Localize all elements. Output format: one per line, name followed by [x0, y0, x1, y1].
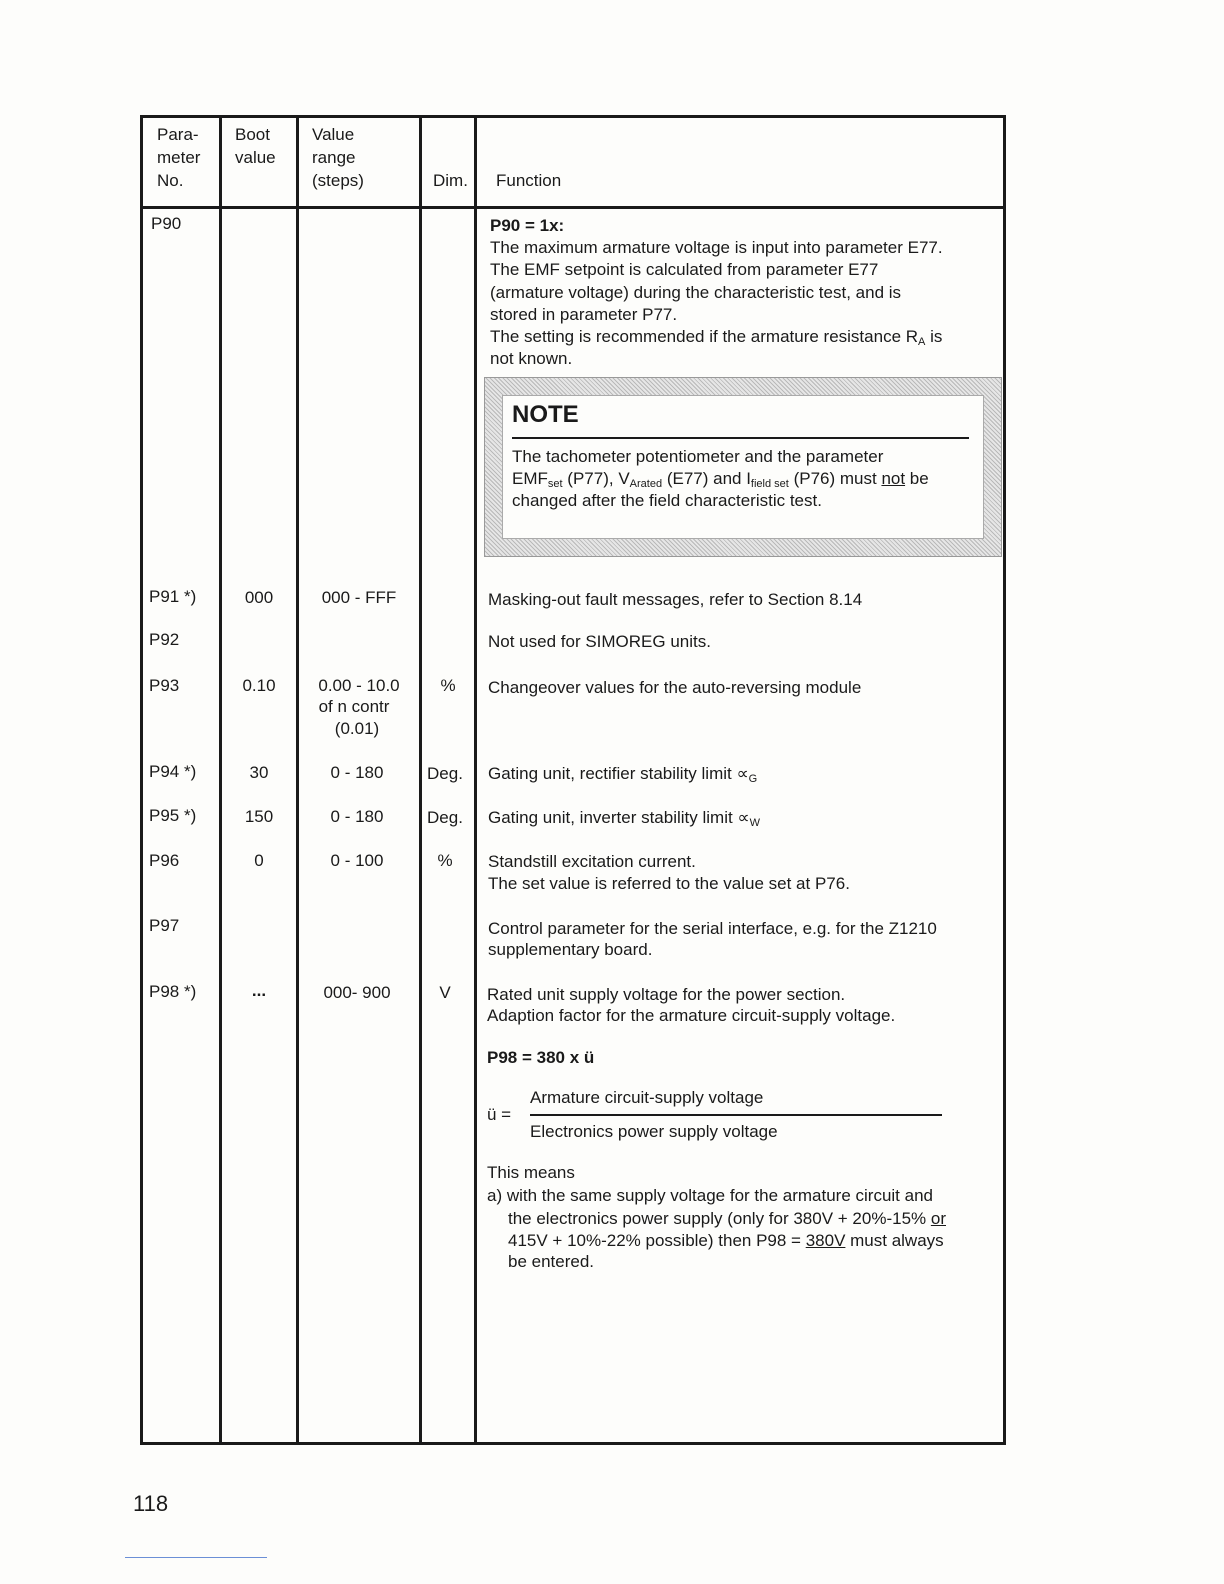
p90-line: stored in parameter P77.: [490, 305, 678, 324]
p91-param: P91 *): [149, 587, 197, 606]
p98-a3-post: must always: [845, 1231, 944, 1250]
p90-ra-line: [490, 326, 942, 348]
p98-dim: V: [439, 983, 451, 1002]
header-range-3: (steps): [312, 171, 364, 190]
p94-range: 0 - 180: [330, 763, 384, 782]
fraction-denominator: Electronics power supply voltage: [530, 1122, 778, 1141]
p90-ra-text: The setting is recommended if the armature resistance R: [490, 327, 919, 346]
p93-dim: %: [440, 676, 456, 695]
note-be: be: [905, 469, 929, 488]
alpha-symbol: ∝: [737, 808, 750, 827]
p94-param: P94 *): [149, 762, 197, 781]
note-not: not: [881, 469, 906, 488]
p97-param: P97: [149, 916, 180, 935]
p91-range: 000 - FFF: [321, 588, 397, 607]
header-boot-1: Boot: [235, 125, 270, 144]
header-boot-2: value: [235, 148, 276, 167]
p98-function-1: Rated unit supply voltage for the power section.: [487, 985, 846, 1004]
p94-boot: 30: [249, 763, 269, 782]
p95-function-sub: W: [749, 817, 760, 829]
note-rule: [512, 437, 969, 439]
fraction-line: [530, 1114, 942, 1116]
note-title: NOTE: [512, 401, 579, 428]
p95-range: 0 - 180: [330, 807, 384, 826]
p98-a3-text: 415V + 10%-22% possible) then P98 =: [508, 1231, 806, 1250]
p93-param: P93: [149, 676, 180, 695]
p94-dim: Deg.: [427, 764, 463, 783]
p98-means: This means: [487, 1163, 575, 1182]
column-divider: [474, 115, 477, 1445]
header-param-2: meter: [157, 148, 201, 167]
p90-line: (armature voltage) during the characteristic test, and is: [490, 283, 902, 302]
p98-range: 000- 900: [323, 983, 391, 1002]
p94-function-sub: G: [748, 773, 758, 785]
p90-line: not known.: [490, 349, 573, 368]
p94-function: [488, 763, 757, 785]
note-emf-sub: set: [547, 478, 563, 490]
note-i-sub: field set: [750, 478, 789, 490]
p98-param: P98 *): [149, 982, 197, 1001]
p95-function-text: Gating unit, inverter stability limit: [488, 808, 738, 827]
p98-a-line-2: [508, 1208, 946, 1230]
p93-range-3: (0.01): [334, 719, 380, 738]
p96-range: 0 - 100: [330, 851, 384, 870]
p90-ra-post: is: [925, 327, 943, 346]
p90-ra-sub: A: [918, 336, 926, 348]
note-v: (P77), V: [562, 469, 630, 488]
header-divider: [140, 206, 1006, 209]
p94-function-text: Gating unit, rectifier stability limit: [488, 764, 737, 783]
header-dim: Dim.: [433, 171, 468, 190]
p98-a-line-4: be entered.: [508, 1252, 595, 1271]
p92-function: Not used for SIMOREG units.: [488, 632, 711, 651]
bottom-rule: [125, 1557, 267, 1558]
p96-function-2: The set value is referred to the value set at P76.: [488, 874, 850, 893]
p91-boot: 000: [244, 588, 274, 607]
p98-boot: ...: [251, 981, 267, 1000]
note-line-1: The tachometer potentiometer and the parameter: [512, 447, 884, 466]
p98-a2-or: or: [930, 1209, 946, 1228]
p95-dim: Deg.: [427, 808, 463, 827]
note-must: (P76) must: [788, 469, 882, 488]
note-line-3: changed after the field characteristic test.: [512, 491, 822, 510]
p90-head: P90 = 1x:: [490, 216, 565, 235]
p92-param: P92: [149, 630, 180, 649]
header-range-2: range: [312, 148, 356, 167]
header-range-1: Value: [312, 125, 355, 144]
fraction-numerator: Armature circuit-supply voltage: [530, 1088, 764, 1107]
header-param-1: Para-: [157, 125, 199, 144]
note-line-2: [512, 468, 929, 490]
p90-param: P90: [151, 214, 182, 233]
p96-param: P96: [149, 851, 180, 870]
p91-function: Masking-out fault messages, refer to Section 8.14: [488, 590, 863, 609]
p96-dim: %: [437, 851, 453, 870]
note-box: [484, 377, 1002, 557]
note-i: (E77) and I: [662, 469, 751, 488]
header-param-3: No.: [157, 171, 184, 190]
p98-function-2: Adaption factor for the armature circuit-supply voltage.: [487, 1006, 896, 1025]
p95-param: P95 *): [149, 806, 197, 825]
p93-function: Changeover values for the auto-reversing module: [488, 678, 862, 697]
p97-function-2: supplementary board.: [488, 940, 653, 959]
p98-a2-text: the electronics power supply (only for 380V + 20%-15%: [508, 1209, 931, 1228]
p98-a-line-1: a) with the same supply voltage for the armature circuit and: [487, 1186, 933, 1205]
note-inner: [502, 395, 984, 539]
p95-boot: 150: [244, 807, 274, 826]
note-text: [512, 446, 929, 512]
alpha-symbol: ∝: [736, 764, 749, 783]
p93-range-1: 0.00 - 10.0: [318, 676, 400, 695]
note-v-sub: Arated: [629, 478, 663, 490]
p98-a3-value: 380V: [805, 1231, 846, 1250]
p96-function-1: Standstill excitation current.: [488, 852, 696, 871]
page-number: 118: [133, 1491, 169, 1516]
p93-range-2: of n contr: [318, 697, 390, 716]
p95-function: [488, 807, 760, 829]
note-emf: EMF: [512, 469, 548, 488]
p98-a-line-3: [508, 1230, 944, 1252]
fraction-lhs: ü =: [487, 1105, 512, 1124]
p96-boot: 0: [254, 851, 264, 870]
p98-formula: P98 = 380 x ü: [487, 1048, 595, 1067]
p93-boot: 0.10: [242, 676, 276, 695]
p90-line: The EMF setpoint is calculated from parameter E77: [490, 260, 879, 279]
p90-line: The maximum armature voltage is input into parameter E77.: [490, 238, 943, 257]
p97-function-1: Control parameter for the serial interface, e.g. for the Z1210: [488, 919, 937, 938]
header-function: Function: [496, 171, 562, 190]
